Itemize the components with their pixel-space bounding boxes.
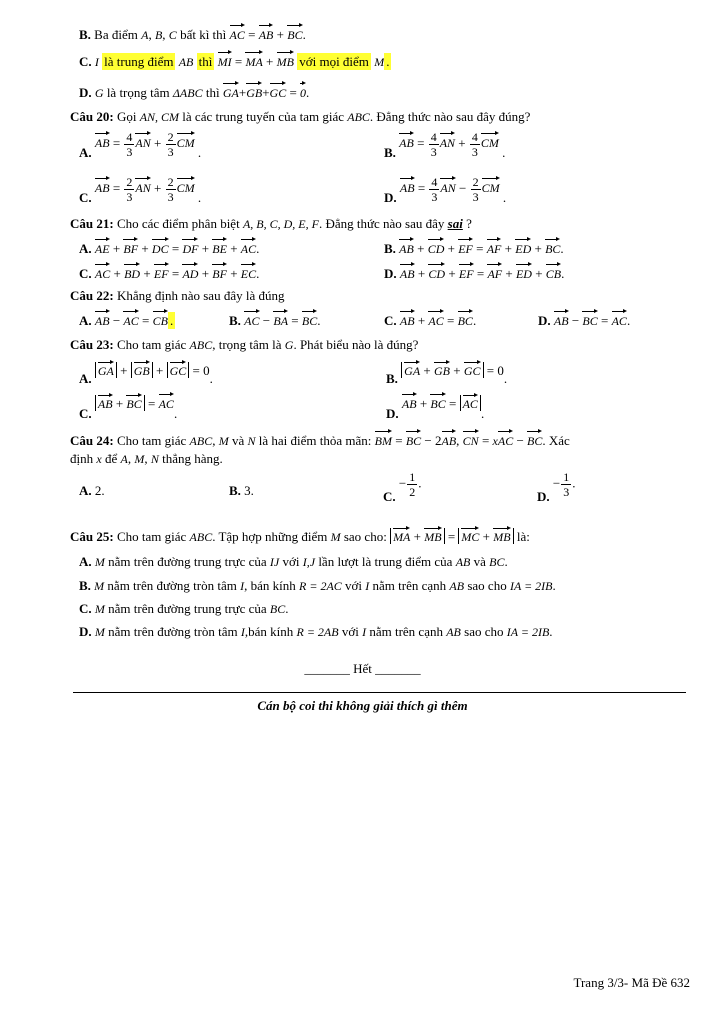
- q21-option-a[interactable]: A. AE + BF + DC = DF + BE + AC.: [79, 241, 260, 256]
- q24-option-b[interactable]: B. 3.: [229, 483, 254, 498]
- q22-option-c[interactable]: C. AB + AC = BC.: [384, 313, 477, 328]
- q21-stem: Câu 21: Cho các điểm phân biệt A, B, C, D, E, F. Đẳng thức nào sau đây sai ?: [70, 216, 472, 231]
- q22-option-b[interactable]: B. AC − BA = BC.: [229, 313, 321, 328]
- q22-stem: Câu 22: Khẳng định nào sau đây là đúng: [70, 288, 285, 303]
- q20-option-c[interactable]: C. AB = $\frac{2}{3}$ AN + $\frac{2}{3}$ CM .: [79, 175, 202, 206]
- divider: [73, 692, 686, 693]
- q19-option-c[interactable]: C. I là trung điểm AB thì MI = MA + MB với mọi điểm M .: [79, 54, 390, 69]
- page-number: Trang 3/3- Mã Đề 632: [573, 975, 690, 990]
- q24-option-c[interactable]: C. − $\frac{1}{2}$ .: [383, 470, 422, 505]
- q25-option-a[interactable]: A. M nằm trên đường trung trực của IJ với I,J lần lượt là trung điểm của AB và BC.: [79, 554, 508, 569]
- q25-option-d[interactable]: D. M nằm trên đường tròn tâm I,bán kính R = 2AB với I nằm trên cạnh AB sao cho IA = 2IB.: [79, 624, 553, 639]
- end-marker: _______ Hết _______: [304, 661, 421, 676]
- q24-stem-line1: Câu 24: Cho tam giác ABC, M và N là hai điểm thỏa mãn: BM = BC − 2AB, CN = xAC − BC. Xác: [70, 433, 570, 448]
- q23-option-c[interactable]: C. AB + BC = AC.: [79, 396, 178, 421]
- q25-stem: Câu 25: Cho tam giác ABC. Tập hợp những điểm M sao cho: MA + MB = MC + MB là:: [70, 529, 530, 544]
- q21-option-c[interactable]: C. AC + BD + EF = AD + BF + EC.: [79, 266, 260, 281]
- q19-option-b[interactable]: B. Ba điểm A, B, C bất kì thì AC = AB + BC.: [79, 27, 306, 42]
- q20-option-d[interactable]: D. AB = $\frac{4}{3}$ AN − $\frac{2}{3}$ CM .: [384, 175, 507, 206]
- q20-option-b[interactable]: B. AB = $\frac{4}{3}$ AN + $\frac{4}{3}$ CM .: [384, 130, 506, 161]
- q23-option-d[interactable]: D. AB + BC = AC.: [386, 396, 485, 421]
- q21-option-b[interactable]: B. AB + CD + EF = AF + ED + BC.: [384, 241, 564, 256]
- q24-option-a[interactable]: A. 2.: [79, 483, 105, 498]
- q20-option-a[interactable]: A. AB = $\frac{4}{3}$ AN + $\frac{2}{3}$ CM .: [79, 130, 202, 161]
- q23-option-a[interactable]: A. GA + GB + GC = 0.: [79, 363, 213, 386]
- q20-stem: Câu 20: Gọi AN, CM là các trung tuyến của tam giác ABC. Đẳng thức nào sau đây đúng?: [70, 109, 531, 124]
- q22-option-d[interactable]: D. AB − BC = AC.: [538, 313, 631, 328]
- q22-option-a[interactable]: A. AB − AC = CB .: [79, 313, 174, 328]
- q25-option-b[interactable]: B. M nằm trên đường tròn tâm I, bán kính R = 2AC với I nằm trên cạnh AB sao cho IA = 2IB.: [79, 578, 556, 593]
- footer-note: Cán bộ coi thi không giải thích gì thêm: [257, 698, 468, 713]
- q25-option-c[interactable]: C. M nằm trên đường trung trực của BC.: [79, 601, 289, 616]
- q19-option-d[interactable]: D. G là trọng tâm ΔABC thì GA+GB+GC = 0.: [79, 85, 310, 100]
- q21-option-d[interactable]: D. AB + CD + EF = AF + ED + CB.: [384, 266, 565, 281]
- q24-option-d[interactable]: D. − $\frac{1}{3}$ .: [537, 470, 576, 505]
- q23-stem: Câu 23: Cho tam giác ABC, trọng tâm là G. Phát biểu nào là đúng?: [70, 337, 419, 352]
- q24-stem-line2: định x để A, M, N thẳng hàng.: [70, 451, 223, 466]
- q23-option-b[interactable]: B. GA + GB + GC = 0.: [386, 363, 508, 386]
